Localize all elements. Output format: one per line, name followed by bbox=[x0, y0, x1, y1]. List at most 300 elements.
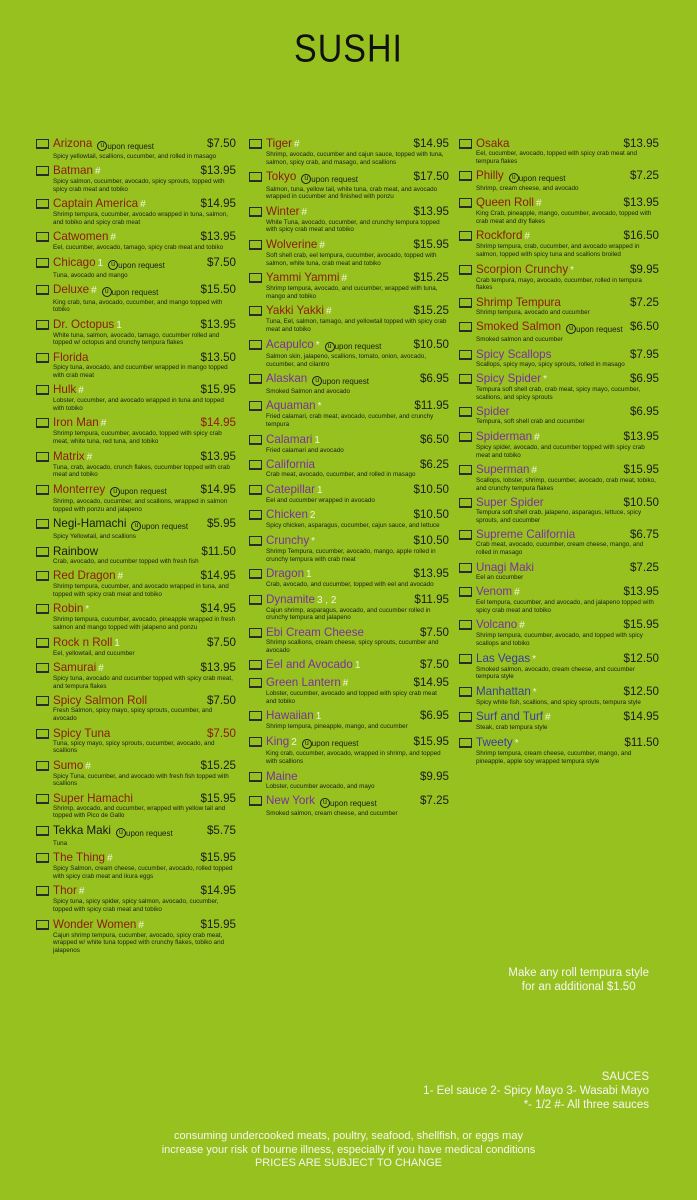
item-price: $14.95 bbox=[200, 197, 236, 211]
checkbox-icon[interactable] bbox=[36, 258, 49, 268]
checkbox-icon[interactable] bbox=[36, 604, 49, 614]
item-name: Deluxe bbox=[53, 283, 90, 297]
item-price: $13.95 bbox=[623, 137, 659, 150]
menu-item bbox=[249, 399, 449, 428]
menu-item bbox=[36, 918, 236, 955]
checkbox-icon[interactable] bbox=[459, 687, 472, 697]
upon-request-note bbox=[312, 375, 369, 388]
item-price: $13.95 bbox=[200, 661, 236, 675]
item-description: Shrimp Tempura, cucumber, avocado, mango, apple rolled in crunchy tempura with crab meat bbox=[266, 547, 436, 563]
item-name: Robin bbox=[53, 602, 84, 616]
item-price: $14.95 bbox=[413, 137, 449, 150]
item-name: Dragon bbox=[266, 567, 305, 581]
item-description: Crab, avocado, and cucumber, topped with eel and avocado bbox=[266, 581, 434, 589]
item-price: $15.95 bbox=[413, 734, 449, 748]
sauce-mark: # bbox=[107, 853, 113, 865]
item-name: Captain America bbox=[53, 197, 139, 211]
item-name: Spicy Tuna bbox=[53, 726, 111, 740]
item-name: Osaka bbox=[476, 137, 510, 150]
menu-column-2 bbox=[249, 137, 449, 821]
sauce-mark: # bbox=[531, 465, 538, 477]
item-description: Salmon skin, jalapeno, scallions, tomato, onion, avocado, cucumber, and cilantro bbox=[266, 353, 426, 368]
item-price: $7.50 bbox=[206, 726, 236, 740]
sauce-mark: # bbox=[342, 678, 349, 690]
checkbox-icon[interactable] bbox=[36, 547, 49, 557]
item-description: Lobster, cucumber, avocado and topped with spicy crab meat and tobiko bbox=[266, 690, 437, 705]
checkbox-icon[interactable] bbox=[36, 638, 49, 648]
menu-item bbox=[459, 710, 659, 732]
menu-item bbox=[459, 652, 659, 681]
item-price: $7.50 bbox=[206, 137, 236, 150]
item-price: $6.75 bbox=[629, 528, 659, 542]
checkbox-icon[interactable] bbox=[249, 628, 262, 638]
upon-request-label: upon request bbox=[576, 324, 623, 334]
menu-item bbox=[36, 759, 236, 788]
upon-request-icon: u bbox=[509, 173, 519, 183]
checkbox-icon[interactable] bbox=[36, 485, 49, 495]
upon-request-icon: u bbox=[116, 828, 126, 838]
item-name: Florida bbox=[53, 351, 89, 365]
item-price: $15.25 bbox=[413, 271, 449, 285]
item-description: Shrimp tempura, cucumber, avocado, topped with spicy crab meat, white tuna, red tuna, and tobiko bbox=[53, 430, 222, 445]
checkbox-icon[interactable] bbox=[249, 374, 262, 384]
checkbox-icon[interactable] bbox=[36, 886, 49, 896]
checkbox-icon[interactable] bbox=[36, 663, 49, 673]
checkbox-icon[interactable] bbox=[249, 678, 262, 688]
item-name: Surf and Turf bbox=[476, 710, 544, 724]
item-name: Yammi Yammi bbox=[266, 271, 340, 285]
item-name: Monterrey bbox=[53, 482, 106, 496]
checkbox-icon[interactable] bbox=[459, 530, 472, 540]
checkbox-icon[interactable] bbox=[36, 385, 49, 395]
item-name: Venom bbox=[476, 585, 513, 599]
item-description: Spicy Yellowtail, and scallions bbox=[53, 532, 136, 540]
item-name: Ebi Cream Cheese bbox=[266, 625, 364, 639]
item-description: Shrimp tempura, cucumber, and avocado wrapped in tuna, and topped with spicy crab meat and tobiko bbox=[53, 583, 229, 598]
menu-item bbox=[459, 263, 659, 292]
sauce-mark: # bbox=[98, 663, 104, 675]
checkbox-icon[interactable] bbox=[459, 139, 472, 149]
checkbox-icon[interactable] bbox=[459, 738, 472, 748]
checkbox-icon[interactable] bbox=[36, 826, 49, 836]
item-price: $7.25 bbox=[419, 794, 449, 808]
item-price: $6.95 bbox=[419, 372, 449, 386]
item-price: $6.95 bbox=[419, 709, 449, 723]
sauce-mark: # bbox=[519, 620, 525, 632]
menu-item bbox=[249, 735, 449, 766]
item-name: California bbox=[266, 458, 315, 472]
checkbox-icon[interactable] bbox=[36, 452, 49, 462]
item-name: Tweety bbox=[476, 736, 513, 749]
checkbox-icon[interactable] bbox=[249, 485, 262, 495]
sauce-mark: # bbox=[301, 206, 308, 218]
upon-request-label: upon request bbox=[311, 174, 358, 184]
menu-item bbox=[459, 296, 659, 317]
checkbox-icon[interactable] bbox=[36, 853, 49, 863]
item-description: Eel, cucumber, avocado, topped with spicy crab meat and tempura flakes bbox=[476, 150, 638, 165]
menu-item bbox=[249, 709, 449, 731]
menu-item bbox=[36, 197, 236, 226]
menu-item bbox=[36, 230, 236, 252]
item-price: $14.95 bbox=[413, 676, 449, 690]
item-price: $6.95 bbox=[629, 405, 659, 419]
item-price: $14.95 bbox=[200, 416, 236, 430]
sauce-mark: 2 bbox=[291, 736, 297, 748]
item-name: Batman bbox=[53, 164, 93, 178]
item-description: Tempura soft shell crab, crab meat, spicy mayo, cucumber, scallions, and spicy sprouts bbox=[476, 386, 641, 401]
item-price: $15.95 bbox=[623, 463, 659, 477]
menu-item bbox=[249, 238, 449, 267]
upon-request-icon: u bbox=[102, 287, 112, 297]
checkbox-icon[interactable] bbox=[459, 198, 472, 208]
item-price: $13.95 bbox=[200, 230, 236, 244]
checkbox-icon[interactable] bbox=[459, 587, 472, 597]
sauces-line-1: 1- Eel sauce 2- Spicy Mayo 3- Wasabi Mayo bbox=[423, 1085, 649, 1097]
item-description: Shrimp tempura, avocado, and cucumber, wrapped with tuna, mango and tobiko bbox=[266, 285, 438, 300]
item-price: $13.95 bbox=[200, 164, 236, 178]
item-name: Scorpion Crunchy bbox=[476, 262, 569, 276]
checkbox-icon[interactable] bbox=[36, 139, 49, 149]
menu-item bbox=[459, 430, 659, 459]
item-price: $13.95 bbox=[623, 585, 659, 599]
checkbox-icon[interactable] bbox=[36, 285, 49, 295]
item-description: Eel tempura, cucumber, and avocado, and jalapeno topped with spicy crab meat and tobiko bbox=[476, 599, 654, 614]
item-name: Calamari bbox=[266, 432, 313, 446]
menu-item bbox=[36, 164, 236, 193]
checkbox-icon[interactable] bbox=[459, 322, 472, 332]
checkbox-icon[interactable] bbox=[36, 166, 49, 176]
checkbox-icon[interactable] bbox=[36, 696, 49, 706]
item-description: Spicy chicken, asparagus, cucumber, cajun sauce, and lettuce bbox=[266, 522, 440, 530]
upon-request-label: upon request bbox=[126, 828, 173, 838]
menu-item bbox=[36, 283, 236, 314]
checkbox-icon[interactable] bbox=[459, 563, 472, 573]
item-description: Crab tempura, mayo, avocado, cucumber, rolled in tempura flakes bbox=[476, 276, 642, 292]
checkbox-icon[interactable] bbox=[249, 401, 262, 411]
menu-item bbox=[249, 372, 449, 395]
upon-request-icon: u bbox=[301, 174, 311, 184]
menu-item bbox=[36, 545, 236, 566]
checkbox-icon[interactable] bbox=[249, 595, 262, 605]
item-price: $15.25 bbox=[200, 758, 236, 772]
menu-item bbox=[249, 205, 449, 234]
item-description: White Tuna, avocado, cucumber, and crunchy tempura topped with spicy crab meat and tobiko bbox=[266, 218, 440, 234]
menu-item bbox=[249, 483, 449, 505]
sauce-mark: # bbox=[78, 886, 85, 898]
item-description: Scallops, lobster, shrimp, cucumber, avocado, crab meat, tobiko, and crunchy tempura flakes bbox=[476, 477, 656, 492]
item-description: Spicy spider, avocado, and cucumber topped with spicy crab meat and tobiko bbox=[476, 443, 645, 459]
menu-item bbox=[459, 348, 659, 369]
item-description: Cajun shrimp, asparagus, avocado, and cucumber rolled in crunchy tempura and jalapeno bbox=[266, 606, 431, 622]
checkbox-icon[interactable] bbox=[36, 761, 49, 771]
upon-request-label: upon request bbox=[118, 260, 165, 270]
item-description: Spicy salmon, cucumber, avocado, spicy sprouts, topped with spicy crab meat and tobiko bbox=[53, 178, 225, 193]
checkbox-icon[interactable] bbox=[459, 374, 472, 384]
item-price: $13.95 bbox=[623, 196, 659, 210]
item-price: $13.95 bbox=[623, 429, 659, 443]
sauce-mark: # bbox=[341, 273, 347, 285]
item-name: Green Lantern bbox=[266, 676, 341, 690]
menu-item bbox=[459, 463, 659, 492]
upon-request-note bbox=[116, 827, 173, 840]
item-description: Salmon, tuna, yellow tail, white tuna, crab meat, and avocado wrapped in cucumber and finished with ponzu bbox=[266, 185, 438, 201]
checkbox-icon[interactable] bbox=[36, 729, 49, 739]
sauce-mark: # bbox=[140, 199, 146, 211]
sauce-mark: * bbox=[532, 653, 537, 665]
menu-item bbox=[459, 405, 659, 426]
menu-item bbox=[36, 694, 236, 722]
item-description: Shrimp tempura, avocado and cucumber bbox=[476, 308, 590, 316]
upon-request-label: upon request bbox=[107, 141, 155, 151]
item-description: Tuna, Eel, salmon, tamago, and yellowtail topped with spicy crab meat and tobiko bbox=[266, 318, 447, 334]
checkbox-icon[interactable] bbox=[249, 139, 262, 149]
item-name: Chicago bbox=[53, 256, 96, 270]
menu-item bbox=[459, 736, 659, 765]
item-description: Shrimp tempura, cucumber, avocado, pineapple wrapped in fresh salmon and mango topped with jalapeno and ponzu bbox=[53, 616, 236, 631]
checkbox-icon[interactable] bbox=[36, 320, 49, 330]
item-price: $15.95 bbox=[623, 618, 659, 632]
item-price: $5.75 bbox=[206, 824, 236, 838]
item-name: Tokyo bbox=[266, 170, 297, 184]
item-price: $6.50 bbox=[629, 320, 659, 334]
item-description: Crab meat, avocado, cucumber, and rolled in masago bbox=[266, 471, 416, 479]
item-name: Spiderman bbox=[476, 429, 533, 443]
item-description: King Crab, pineapple, mango, cucumber, avocado, topped with crab meat and dry flakes bbox=[476, 210, 652, 225]
item-price: $17.50 bbox=[413, 170, 449, 184]
menu-item bbox=[249, 626, 449, 654]
menu-item bbox=[36, 792, 236, 820]
upon-request-label: upon request bbox=[334, 342, 382, 352]
item-description: Eel, cucumber, avocado, tamago, spicy crab meat and tobiko bbox=[53, 244, 224, 252]
item-description: Smoked salmon, cream cheese, and cucumber bbox=[266, 809, 398, 817]
item-name: Hawaiian bbox=[266, 709, 314, 723]
checkbox-icon[interactable] bbox=[249, 306, 262, 316]
item-description: Tuna, spicy mayo, spicy sprouts, cucumber, avocado, and scallions bbox=[53, 739, 215, 755]
checkbox-icon[interactable] bbox=[459, 231, 472, 241]
menu-item bbox=[36, 824, 236, 847]
menu-item bbox=[36, 318, 236, 347]
tempura-note bbox=[508, 966, 649, 994]
sauce-mark: * bbox=[85, 604, 90, 616]
sauce-mark: 2 bbox=[309, 510, 316, 522]
item-description: Shrimp scallions, cream cheese, spicy sprouts, cucumber and avocado bbox=[266, 638, 439, 654]
item-description: Crab meat, avocado, cucumber, cream cheese, mango, and rolled in masago bbox=[476, 541, 644, 557]
upon-request-icon: u bbox=[97, 141, 107, 151]
menu-item bbox=[36, 727, 236, 755]
sauce-mark: # bbox=[326, 306, 332, 318]
item-name: Superman bbox=[476, 463, 530, 477]
item-name: Catepillar bbox=[266, 482, 315, 496]
disclaimer-line-3: PRICES ARE SUBJECT TO CHANGE bbox=[254, 1157, 443, 1169]
item-description: Smoked salmon and cucumber bbox=[476, 335, 563, 343]
item-price: $5.95 bbox=[206, 517, 236, 531]
checkbox-icon[interactable] bbox=[249, 510, 262, 520]
checkbox-icon[interactable] bbox=[249, 711, 262, 721]
checkbox-icon[interactable] bbox=[459, 407, 472, 417]
menu-item bbox=[36, 450, 236, 479]
item-description: Spicy white fish, scallions, and spicy sprouts, tempura style bbox=[476, 698, 641, 706]
checkbox-icon[interactable] bbox=[36, 794, 49, 804]
menu-item bbox=[249, 170, 449, 201]
checkbox-icon[interactable] bbox=[249, 796, 262, 806]
checkbox-icon[interactable] bbox=[36, 232, 49, 242]
sauce-mark: 1 bbox=[314, 434, 320, 446]
sauce-mark: 1 bbox=[97, 258, 104, 270]
menu-item bbox=[459, 561, 659, 582]
item-price: $15.95 bbox=[200, 851, 236, 865]
item-description: Cajun shrimp tempura, cucumber, avocado, spicy crab meat, wrapped w/ white tuna topped with crunchy flakes, tobiko and jalapenos bbox=[53, 931, 225, 954]
sauce-mark: # bbox=[536, 198, 542, 210]
checkbox-icon[interactable] bbox=[459, 465, 472, 475]
item-description: Smoked salmon, avocado, cream cheese, and cucumber tempura style bbox=[476, 665, 635, 681]
item-price: $11.95 bbox=[414, 592, 449, 606]
checkbox-icon[interactable] bbox=[459, 498, 472, 508]
disclaimer-line-1: consuming undercooked meats, poultry, seafood, shellfish, or eggs may bbox=[174, 1130, 523, 1142]
item-name: Maine bbox=[266, 769, 298, 783]
sauce-mark: 1 bbox=[114, 637, 120, 649]
menu-item bbox=[459, 320, 659, 343]
checkbox-icon[interactable] bbox=[459, 171, 472, 181]
item-price: $7.25 bbox=[629, 560, 659, 574]
item-name: Tekka Maki bbox=[53, 824, 111, 838]
item-description: Shrimp tempura, pineapple, mango, and cucumber bbox=[266, 723, 408, 731]
item-name: Spicy Spider bbox=[476, 372, 542, 386]
upon-request-note bbox=[97, 140, 154, 153]
item-name: Supreme California bbox=[476, 528, 576, 542]
item-name: Unagi Maki bbox=[476, 560, 534, 574]
item-description: White tuna, salmon, avocado, tamago, cucumber rolled and topped w/ octopus and crunchy tempura flakes bbox=[53, 331, 220, 347]
item-name: Smoked Salmon bbox=[476, 320, 562, 334]
checkbox-icon[interactable] bbox=[249, 772, 262, 782]
item-name: Super Hamachi bbox=[53, 791, 133, 805]
item-name: Tiger bbox=[266, 137, 292, 150]
item-description: Spicy tuna, spicy spider, spicy salmon, avocado, cucumber, topped with spicy crab meat and tobiko bbox=[53, 898, 219, 913]
upon-request-icon: u bbox=[312, 376, 322, 386]
item-name: Rock n Roll bbox=[53, 635, 113, 649]
item-name: Philly bbox=[476, 169, 504, 183]
item-name: Arizona bbox=[53, 137, 93, 150]
upon-request-note bbox=[131, 520, 188, 533]
checkbox-icon[interactable] bbox=[459, 298, 472, 308]
item-name: Negi-Hamachi bbox=[53, 517, 127, 531]
item-name: Samurai bbox=[53, 661, 97, 675]
menu-item bbox=[36, 851, 236, 880]
item-name: Spicy Salmon Roll bbox=[53, 694, 148, 708]
upon-request-note bbox=[301, 173, 358, 186]
menu-item bbox=[249, 676, 449, 705]
checkbox-icon[interactable] bbox=[459, 654, 472, 664]
menu-item bbox=[249, 658, 449, 672]
menu-item bbox=[249, 304, 449, 333]
checkbox-icon[interactable] bbox=[459, 620, 472, 630]
checkbox-icon[interactable] bbox=[249, 435, 262, 445]
disclaimer bbox=[0, 1130, 697, 1171]
checkbox-icon[interactable] bbox=[36, 418, 49, 428]
menu-item bbox=[249, 534, 449, 563]
sauce-mark: 1 bbox=[315, 711, 322, 723]
item-price: $15.95 bbox=[200, 917, 236, 931]
item-name: Dr. Octopus bbox=[53, 317, 115, 331]
menu-item bbox=[36, 661, 236, 690]
item-description: Shrimp tempura, cucumber, avocado, and topped with spicy scallops and tobiko bbox=[476, 632, 643, 648]
item-price: $10.50 bbox=[413, 508, 449, 522]
upon-request-icon: u bbox=[131, 521, 141, 531]
sauce-mark: # bbox=[86, 451, 93, 463]
sauces-heading: SAUCES bbox=[601, 1071, 649, 1083]
checkbox-icon[interactable] bbox=[249, 240, 262, 250]
upon-request-note bbox=[325, 340, 382, 353]
checkbox-icon[interactable] bbox=[249, 273, 262, 283]
checkbox-icon[interactable] bbox=[249, 172, 262, 182]
checkbox-icon[interactable] bbox=[36, 571, 49, 581]
item-name: Alaskan bbox=[266, 372, 308, 386]
upon-request-note bbox=[302, 737, 359, 750]
checkbox-icon[interactable] bbox=[36, 199, 49, 209]
checkbox-icon[interactable] bbox=[249, 569, 262, 579]
checkbox-icon[interactable] bbox=[459, 350, 472, 360]
item-description: Shrimp, cream cheese, and avocado bbox=[476, 184, 579, 192]
checkbox-icon[interactable] bbox=[249, 737, 262, 747]
item-name: Chicken bbox=[266, 508, 308, 522]
item-description: Shrimp, avocado, and cucumber, wrapped with yellow tail and topped with Pico de Gallo bbox=[53, 804, 226, 820]
item-price: $15.95 bbox=[413, 238, 449, 252]
sauce-mark: * bbox=[543, 374, 547, 386]
item-price: $6.95 bbox=[629, 372, 659, 386]
item-description: Shrimp, avocado, cucumber, and scallions, wrapped in salmon topped with ponzu and jalapeno bbox=[53, 498, 228, 513]
upon-request-note bbox=[509, 172, 566, 185]
sauce-mark: 1 bbox=[316, 484, 323, 496]
sauce-mark: # bbox=[78, 385, 84, 397]
item-name: Hulk bbox=[53, 383, 77, 397]
item-name: Spicy Scallops bbox=[476, 347, 552, 361]
checkbox-icon[interactable] bbox=[249, 340, 262, 350]
sauce-mark: # bbox=[524, 231, 530, 243]
menu-item bbox=[459, 169, 659, 192]
item-price: $7.50 bbox=[206, 694, 236, 708]
menu-item bbox=[36, 602, 236, 631]
sauce-mark: # bbox=[319, 240, 325, 252]
item-name: Wonder Women bbox=[53, 917, 137, 931]
item-description: Shrimp tempura, cucumber, avocado wrapped in tuna, salmon, and tobiko and spicy crab meat bbox=[53, 211, 229, 226]
menu-item bbox=[249, 433, 449, 455]
sauces-line-2: *- 1/2 #- All three sauces bbox=[523, 1099, 649, 1111]
checkbox-icon[interactable] bbox=[36, 519, 49, 529]
checkbox-icon[interactable] bbox=[459, 432, 472, 442]
item-description: Spicy yellowtail, scallions, cucumber, and rolled in masago bbox=[53, 152, 217, 160]
item-name: Queen Roll bbox=[476, 196, 535, 210]
upon-request-label: upon request bbox=[518, 173, 566, 183]
checkbox-icon[interactable] bbox=[36, 353, 49, 363]
sauce-mark: # bbox=[94, 166, 101, 178]
checkbox-icon[interactable] bbox=[249, 660, 262, 670]
menu-item bbox=[249, 593, 449, 622]
checkbox-icon[interactable] bbox=[459, 265, 472, 275]
item-name: Catwomen bbox=[53, 230, 109, 244]
checkbox-icon[interactable] bbox=[249, 536, 262, 546]
checkbox-icon[interactable] bbox=[459, 712, 472, 722]
menu-item bbox=[459, 496, 659, 524]
checkbox-icon[interactable] bbox=[36, 920, 49, 930]
item-description: Lobster, cucumber, and avocado wrapped in tuna and topped with tobiko bbox=[53, 397, 224, 412]
menu-item bbox=[36, 351, 236, 379]
item-name: Rockford bbox=[476, 229, 523, 243]
upon-request-note bbox=[566, 323, 623, 336]
checkbox-icon[interactable] bbox=[249, 207, 262, 217]
item-description: Tuna, crab, avocado, crunch flakes, cucumber topped with crab meat and tobiko bbox=[53, 463, 230, 479]
item-price: $14.95 bbox=[200, 482, 236, 496]
checkbox-icon[interactable] bbox=[249, 460, 262, 470]
item-price: $7.50 bbox=[206, 256, 236, 270]
